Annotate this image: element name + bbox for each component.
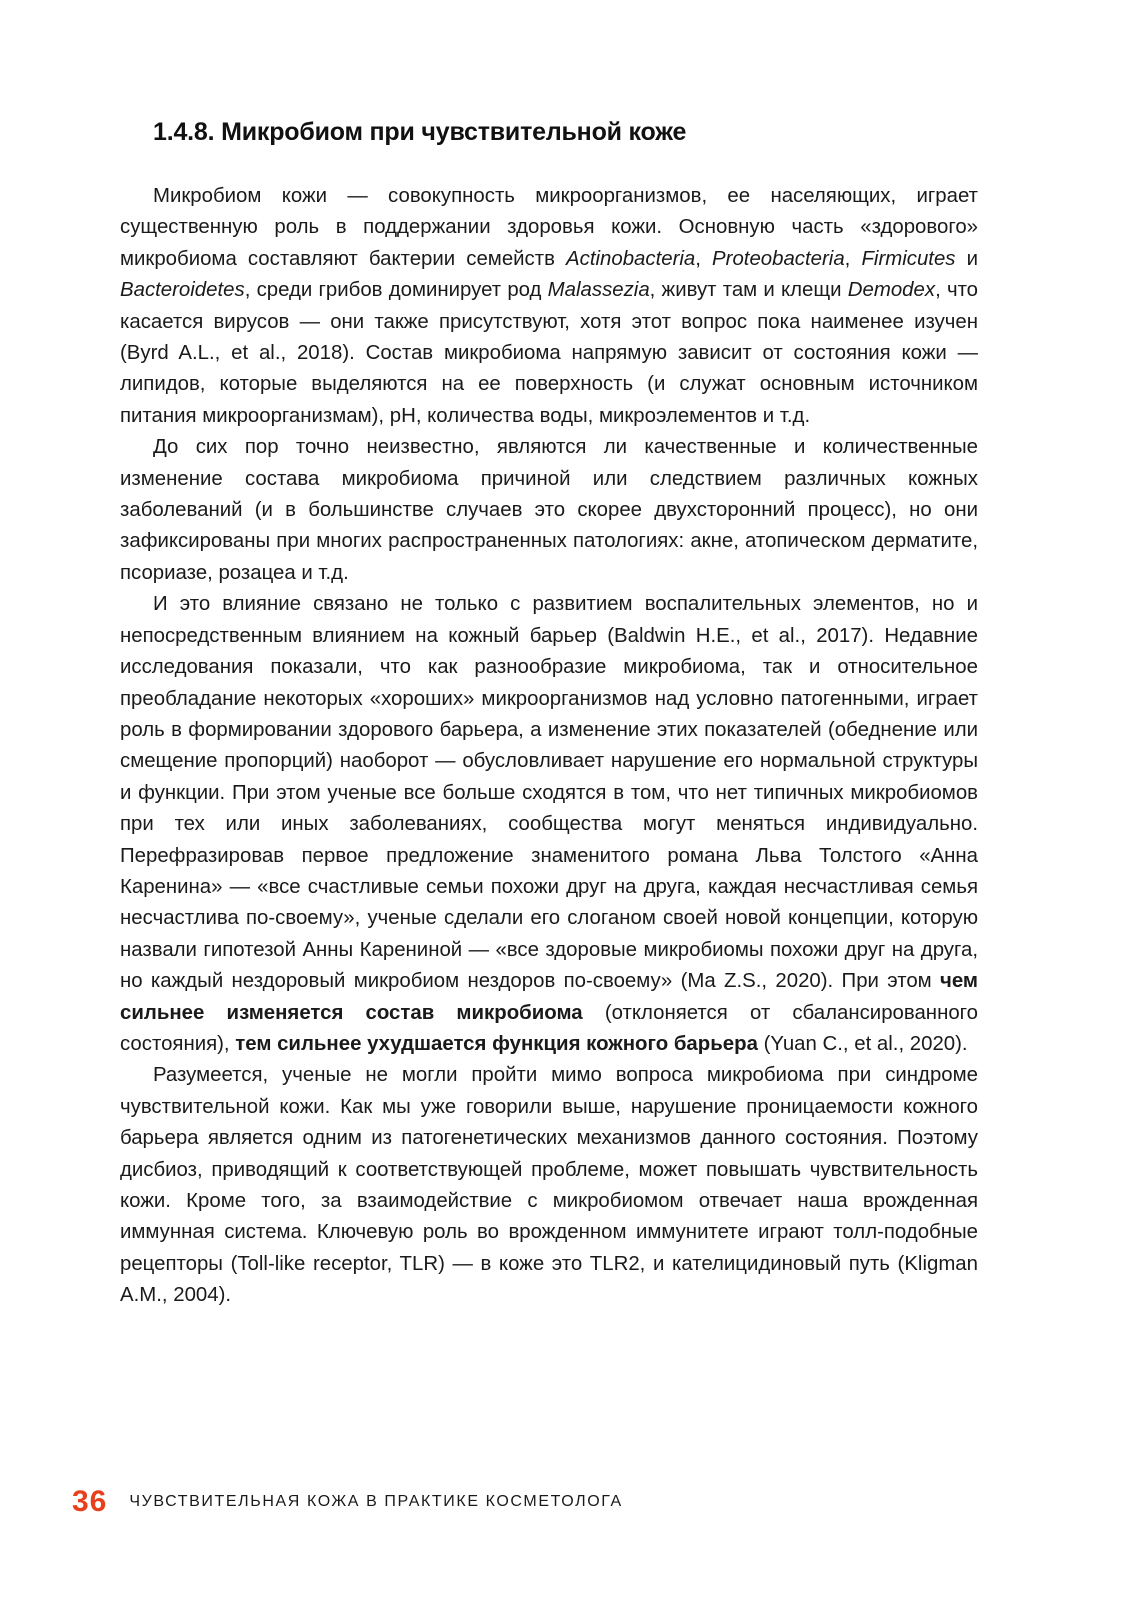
body-text <box>120 181 978 1312</box>
page-number: 36 <box>72 1485 108 1518</box>
text-run: , <box>695 247 713 270</box>
italic-term: Demodex <box>847 279 936 302</box>
section-heading: 1.4.8. Микробиом при чувствительной коже <box>153 118 687 146</box>
paragraph <box>120 589 978 1060</box>
text-run: , среди грибов доминирует род <box>244 279 548 302</box>
text-run: И это влияние связано не только с развитием воспалительных элементов, но и непосредственным влиянием на кожный барьер (Baldwin H.E., et al., 2017). Недавние исследования показали, что как разнообразие микробиома, так и относительное преобладание некоторых «хороших» микроорганизмов над условно патогенными, играет роль в формировании здорового барьера, а изменение этих показателей (обеднение или смещение пропорций) наоборот — обусловливает нарушение его нормальной структуры и функции. При этом ученые все больше сходятся в том, что нет типичных микробиомов при тех или иных заболеваниях, сообщества могут меняться индивидуально. Перефразировав первое предложение знаменитого романа Льва Толстого «Анна Каренина» — «все счастливые семьи похожи друг на друга, каждая несчастливая семья несчастлива по-своему», ученые сделали его слоганом своей новой концепции, которую назвали гипотезой Анны Карениной — «все здоровые микробиомы похожи друг на друга, но каждый нездоровый микробиом нездоров по-своему» (Ma Z.S., 2020). При этом <box>120 593 978 993</box>
page-footer <box>72 1484 623 1520</box>
italic-term: Malassezia <box>547 279 650 302</box>
bold-emphasis: чем сильнее изменяется состав микробиома <box>120 970 978 1024</box>
paragraph <box>120 181 978 432</box>
bold-emphasis: тем сильнее ухудшается функция кожного барьера <box>235 1032 758 1055</box>
text-run: Микробиом кожи — совокупность микроорганизмов, ее населяющих, играет существенную роль в поддержании здоровья кожи. Основную часть «здорового» микробиома составляют бактерии семейств <box>120 185 978 270</box>
italic-term: Proteobacteria <box>712 247 845 270</box>
text-run: и <box>955 247 978 270</box>
text-run: , живут там и клещи <box>649 279 848 302</box>
paragraph <box>120 1060 978 1311</box>
text-run: (отклоняется от сбалансированного состояния), <box>120 1001 979 1055</box>
italic-term: Actinobacteria <box>566 247 696 270</box>
italic-term: Bacteroidetes <box>120 279 245 302</box>
text-run: Разумеется, ученые не могли пройти мимо вопроса микробиома при синдроме чувствительной кожи. Как мы уже говорили выше, нарушение проницаемости кожного барьера является одним из патогенетических механизмов данного состояния. Поэтому дисбиоз, приводящий к соответствующей проблеме, может повышать чувствительность кожи. Кроме того, за взаимодействие с микробиомом отвечает наша врожденная иммунная система. Ключевую роль во врожденном иммунитете играют толл-подобные рецепторы (Toll-like receptor, TLR) — в коже это TLR2, и кателицидиновый путь (Kligman A.M., 2004). <box>120 1064 978 1307</box>
text-run: До сих пор точно неизвестно, являются ли качественные и количественные изменение состава микробиома причиной или следствием различных кожных заболеваний (и в большинстве случаев это скорее двухсторонний процесс), но они зафиксированы при многих распространенных патологиях: акне, атопическом дерматите, псориазе, розацеа и т.д. <box>120 436 978 584</box>
italic-term: Firmicutes <box>861 247 956 270</box>
running-title: ЧУВСТВИТЕЛЬНАЯ КОЖА В ПРАКТИКЕ КОСМЕТОЛОГА <box>129 1493 623 1510</box>
paragraph <box>120 432 978 589</box>
text-run: (Yuan C., et al., 2020). <box>757 1032 968 1055</box>
text-run: , <box>844 247 862 270</box>
text-run: , что касается вирусов — они также присутствуют, хотя этот вопрос пока наименее изучен (Byrd A.L., et al., 2018). Состав микробиома напрямую зависит от состояния кожи — липидов, которые выделяются на ее поверхность (и служат основным источником питания микроорганизмам), рН, количества воды, микроэлементов и т.д. <box>120 279 979 427</box>
